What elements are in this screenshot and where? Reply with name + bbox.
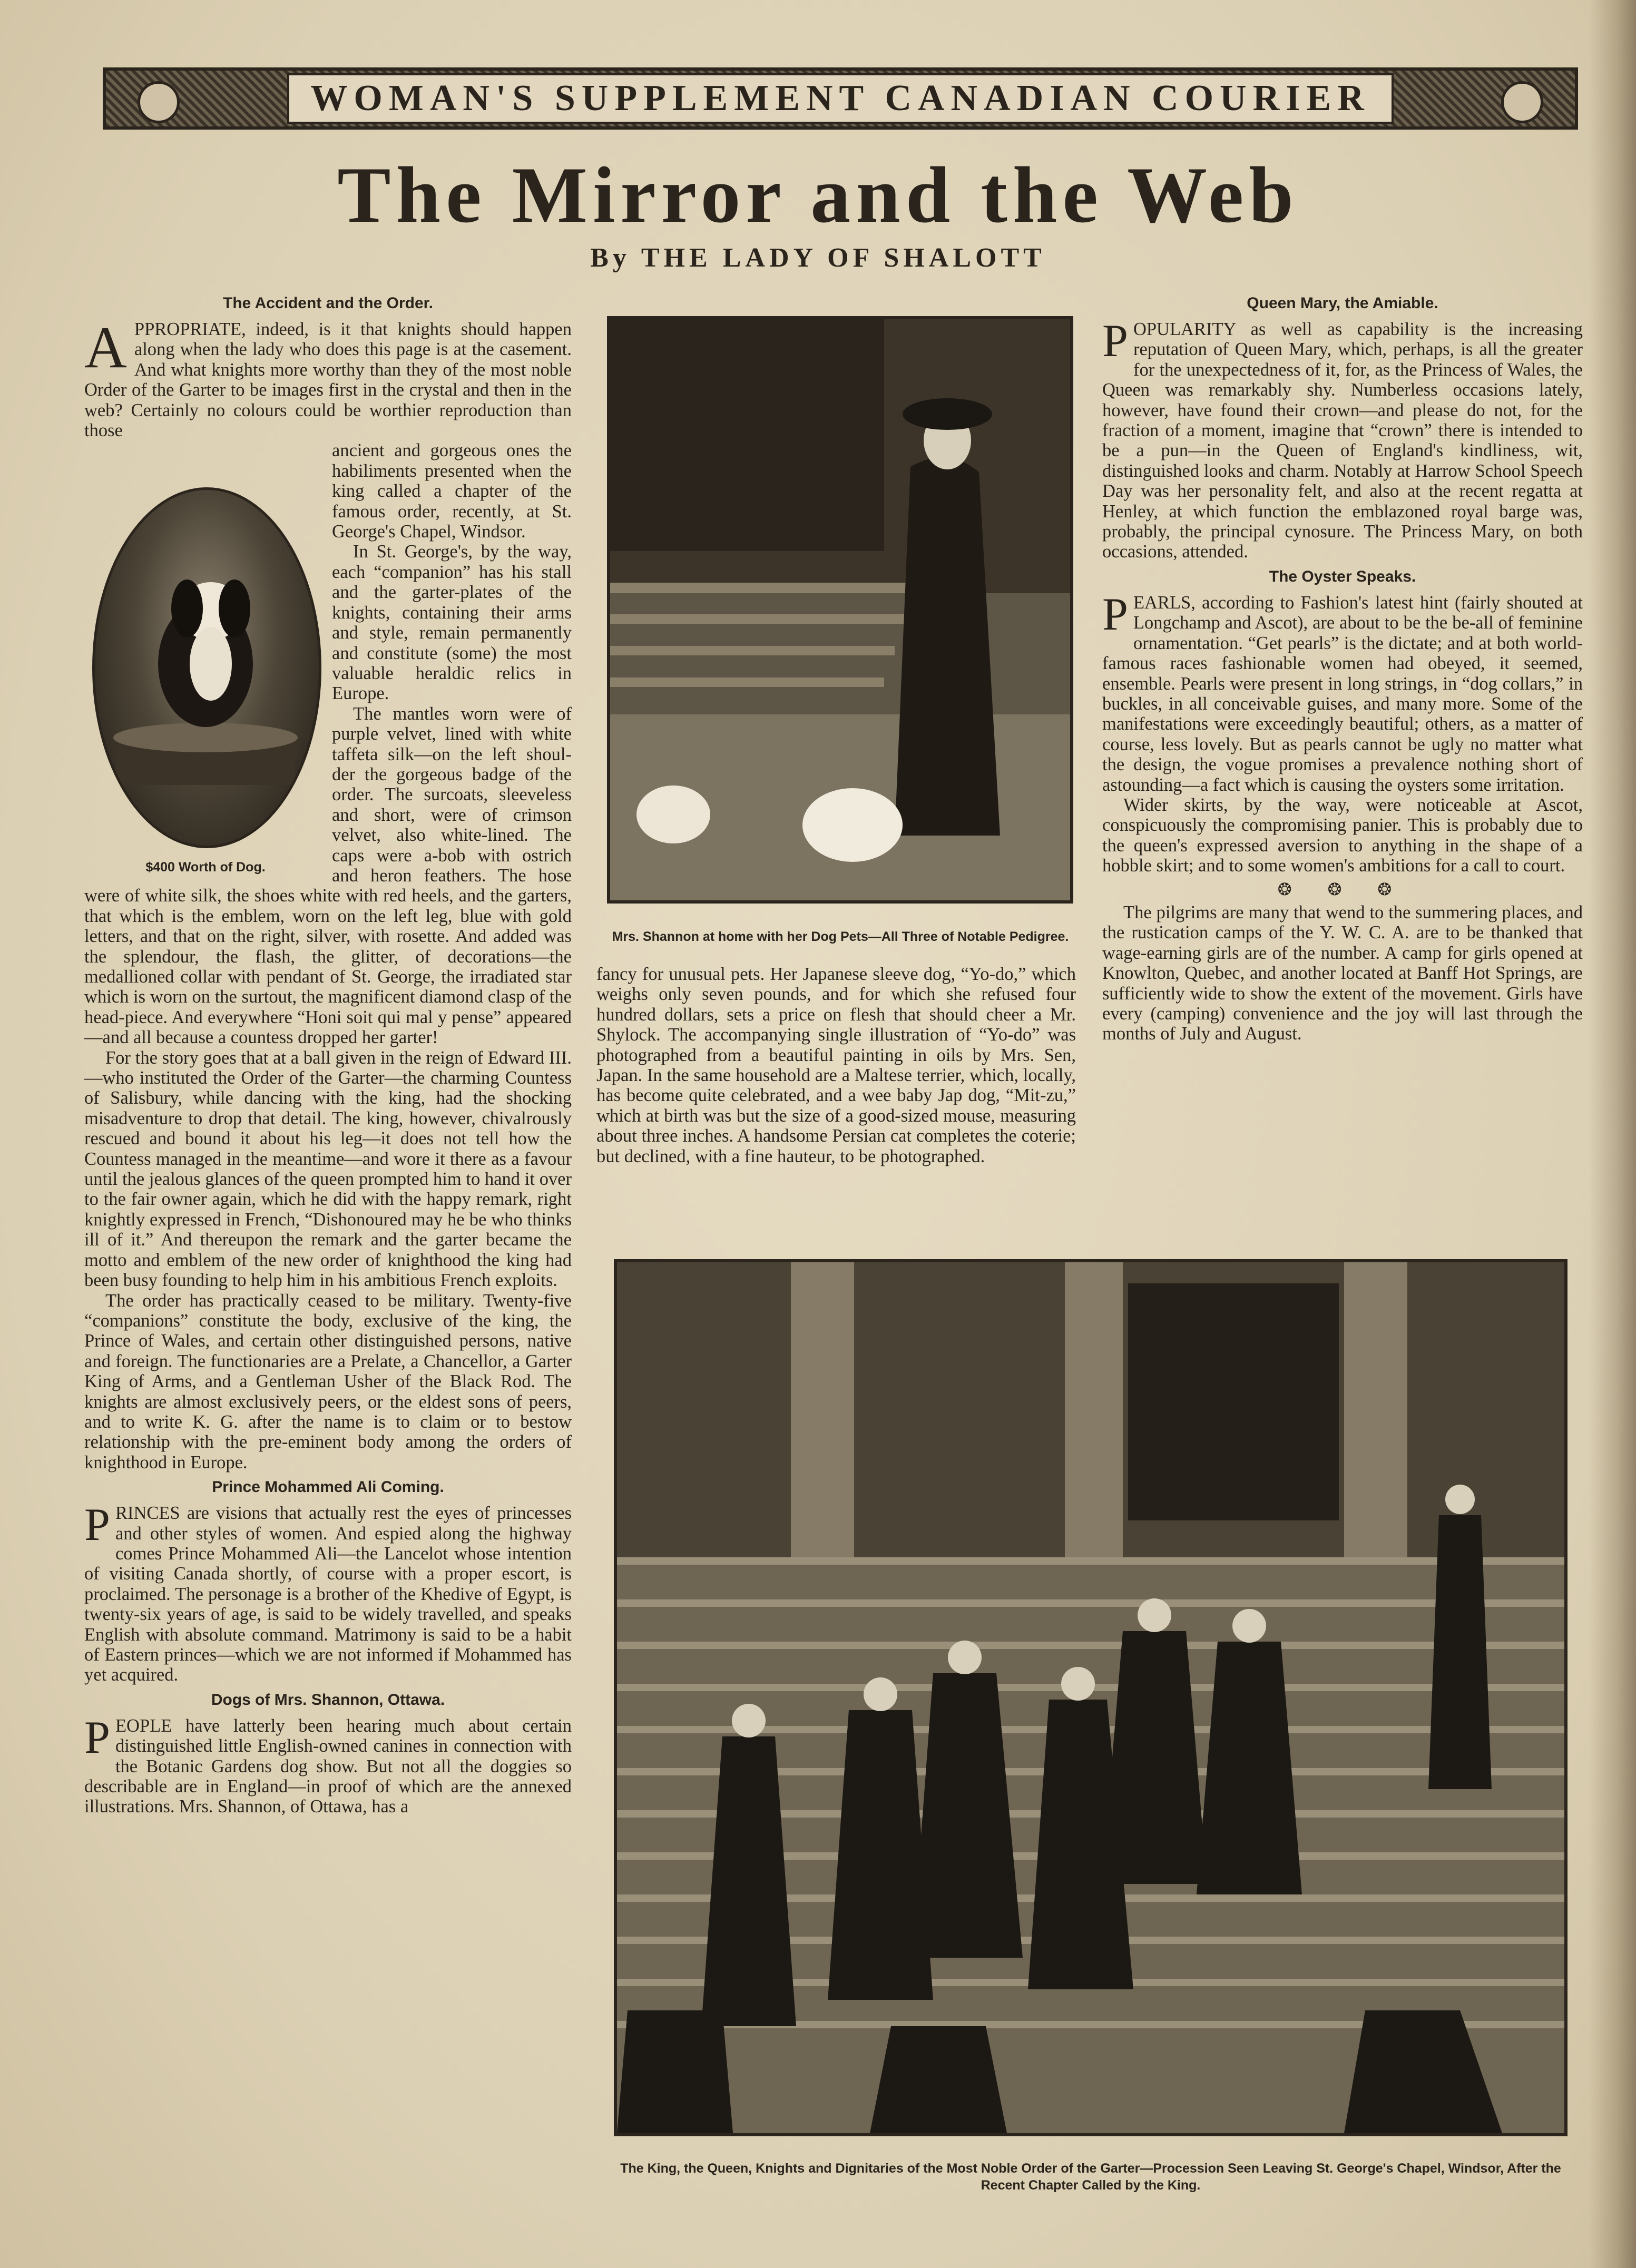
drop-cap: P [1102, 316, 1128, 367]
section-heading: The Oyster Speaks. [1269, 567, 1416, 585]
dog-portrait-photo [92, 487, 321, 848]
dog-illustration [95, 490, 319, 846]
paragraph: Wider skirts, by the way, were noticeable at Ascot, conspicuously the compromising panier. This is probably due to the queen's expressed aversion to anything in the shape of a hobble skirt; and to some women's ambitions for a call to court. [1102, 794, 1583, 876]
rose-ornament-icon [138, 81, 180, 123]
procession-scene-illustration [617, 1262, 1564, 2133]
garter-procession-photo [614, 1259, 1568, 2136]
section-heading: The Accident and the Order. [223, 294, 433, 312]
masthead-banner [103, 67, 1578, 130]
shannon-photo-caption: Mrs. Shannon at home with her Dog Pets—All Three of Notable Pedigree. [612, 929, 1069, 944]
drop-cap: P [1102, 588, 1128, 640]
paragraph: PEARLS, according to Fashion's latest hint (fairly shouted at Longchamp and Ascot), are about to be the be-all of feminine ornamentation. “Get pearls” is the dictate; and at both world-famous races fashionable women had obeyed, it seemed, ensemble. Pearls were present in long strings, in “dog collars,” in buckles, in all conceivable guises, and many more. Some of the manifestations were exceedingly beautiful; others, as a matter of course, less lovely. But as pearls cannot be ugly no matter what the design, the vogue promises a prevalence nothing short of astounding—a fact which is causing the oysters some irritation. [1102, 588, 1583, 795]
procession-photo-caption: The King, the Queen, Knights and Dignitaries of the Most Noble Order of the Garter—Procession Seen Leaving St. George's Chapel, Windsor, After the Recent Chapter Called by the King. [620, 2161, 1561, 2193]
paragraph: The mantles worn were of purple velvet, lined with white taffeta silk—on the left shoul- der the gorgeous badge of the order. The surcoats, sleeveless and short, were of crimson velvet, also white-lined. The caps were a-bob with ostrich and heron feathers. The hose were of white silk, the shoes white with red heels, and the garters, that which is the emblem, worn on the left leg, blue with gold letters, and that on the right, silver, with rosette. And added was the splendour, the flash, the glitter, of decorations—the medallioned collar with pendant of St. George, the irradiated star which is worn on the surtout, the magnificent diamond clasp of the head-piece. And everywhere “Honi soit qui mal y pense” appeared—and all because a countess dropped her garter! [84, 703, 572, 1048]
paragraph: fancy for unusual pets. Her Japanese sleeve dog, “Yo-do,” which weighs only seven pounds, and for which she refused four hundred dollars, sets a price on flesh that should cheer a Mr. Shylock. The accompanying single illustration of “Yo-do” was photographed from a beautiful painting in oils by Mrs. Sen, Japan. In the same household are a Maltese terrier, which, locally, has become quite celebrated, and a wee baby Jap dog, “Mit-zu,” which at birth was but the size of a good-sized mouse, measuring about three inches. A handsome Persian cat completes the coterie; but declined, with a fine hauteur, to be photographed. [596, 964, 1076, 1166]
paragraph: PRINCES are visions that actually rest the eyes of princesses and other styles of women. And espied along the highway comes Prince Mohammed Ali—the Lancelot whose intention of visiting Canada shortly, of course with a proper escort, is proclaimed. The personage is a brother of the Khedive of Egypt, is twenty-six years of age, is said to be widely travelled, and speaks English with absolute command. Matrimony is said to be a habit of Eastern princes—which we are not informed if Mohammed has yet acquired. [84, 1499, 572, 1685]
paragraph: ancient and gorgeous ones the habiliments presented when the king called a chapter of the famous order, recently, at St. George's Chapel, Windsor. [332, 440, 572, 542]
section-heading: Queen Mary, the Amiable. [1247, 294, 1438, 312]
article-title: The Mirror and the Web [337, 151, 1299, 239]
page-spine-shadow [1589, 0, 1636, 2268]
paragraph: PEOPLE have latterly been hearing much about certain distinguished little English-owned canines in connection with the Botanic Gardens dog show. But not all the doggies so describable are in England—in proof of which are the annexed illustrations. Mrs. Shannon, of Ottawa, has a [84, 1712, 572, 1817]
column-right [1102, 289, 1583, 1044]
paragraph: APPROPRIATE, indeed, is it that knights should happen along when the lady who does this page is at the casement. And what knights more worthy than they of the most noble Order of the Garter to be images first in the crystal and then in the web? Certainly no colours could be worthier reproduction than those [84, 315, 572, 441]
masthead-text: WOMAN'S SUPPLEMENT CANADIAN COURIER [287, 73, 1393, 124]
paragraph: The pilgrims are many that wend to the summering places, and the rustication camps of the Y. W. C. A. are to be thanked that wage-earning girls are of the number. A camp for girls opened at Knowlton, Quebec, and another located at Banff Hot Springs, are sufficiently wide to show the extent of the movement. Girls have every (camping) convenience and the joy will last through the months of July and August. [1102, 902, 1583, 1044]
paragraph: For the story goes that at a ball given in the reign of Edward III.—who instituted the Order of the Garter—the charming Countess of Salisbury, while dancing with the king, had the shocking misadventure to drop that detail. The king, however, chivalrously rescued and bound it about his leg—it does not tell how the Countess managed in the meantime—and wore it there as a favour until the jealous glances of the queen prompted him to hand it over to the fair owner again, which he did with the happy remark, right knightly expressed in French, “Dishonoured may he be who thinks ill of it.” And thereupon the remark and the garter became the motto and emblem of the new order of knighthood the king had been busy founding to help him in his ambitious French exploits. [84, 1047, 572, 1291]
section-ornament: ❂ ❂ ❂ [1277, 879, 1408, 899]
section-heading: Prince Mohammed Ali Coming. [212, 1478, 444, 1496]
section-heading: Dogs of Mrs. Shannon, Ottawa. [211, 1691, 445, 1709]
paragraph: POPULARITY as well as capability is the increasing reputation of Queen Mary, which, perhaps, is all the greater for the unexpectedness of it, for, as the Princess of Wales, the Queen was remarkably shy. Numberless occasions lately, however, have found their crown—and please do not, for the fraction of a moment, imagine that “crown” there is intended to be a pun—in the Queen of England's kindliness, wit, distinguished looks and charm. Notably at Harrow School Speech Day was her personality felt, and also at the recent regatta at Henley, at which function the emblazoned royal barge was, probably, the principal cynosure. The Princess Mary, on both occasions, attended. [1102, 316, 1583, 562]
paragraph: In St. George's, by the way, each “companion” has his stall and the garter-plates of the knights, containing their arms and style, remain permanently and constitute (some) the most valuable heraldic relics in Europe. [332, 542, 572, 704]
column-middle [596, 964, 1076, 1166]
rose-ornament-icon [1501, 81, 1543, 123]
drop-cap: A [84, 315, 127, 380]
garden-scene-illustration [610, 319, 1070, 900]
drop-cap: P [84, 1499, 110, 1551]
article-byline: By THE LADY OF SHALOTT [590, 243, 1046, 273]
paragraph: The order has practically ceased to be military. Twenty-five “companions” constitute the body, exclusive of the king, the Prince of Wales, and certain other distinguished persons, native and foreign. The functionaries are a Prelate, a Chancellor, a Garter King of Arms, and a Gentleman Usher of the Black Rod. The knights are almost exclusively peers, or the eldest sons of peers, and to write K. G. after the name is to claim or to bestow relationship with the pre-eminent body among the orders of knighthood in Europe. [84, 1290, 572, 1472]
shannon-garden-photo [607, 316, 1073, 904]
dog-photo-caption: $400 Worth of Dog. [145, 860, 266, 875]
drop-cap: P [84, 1712, 110, 1763]
